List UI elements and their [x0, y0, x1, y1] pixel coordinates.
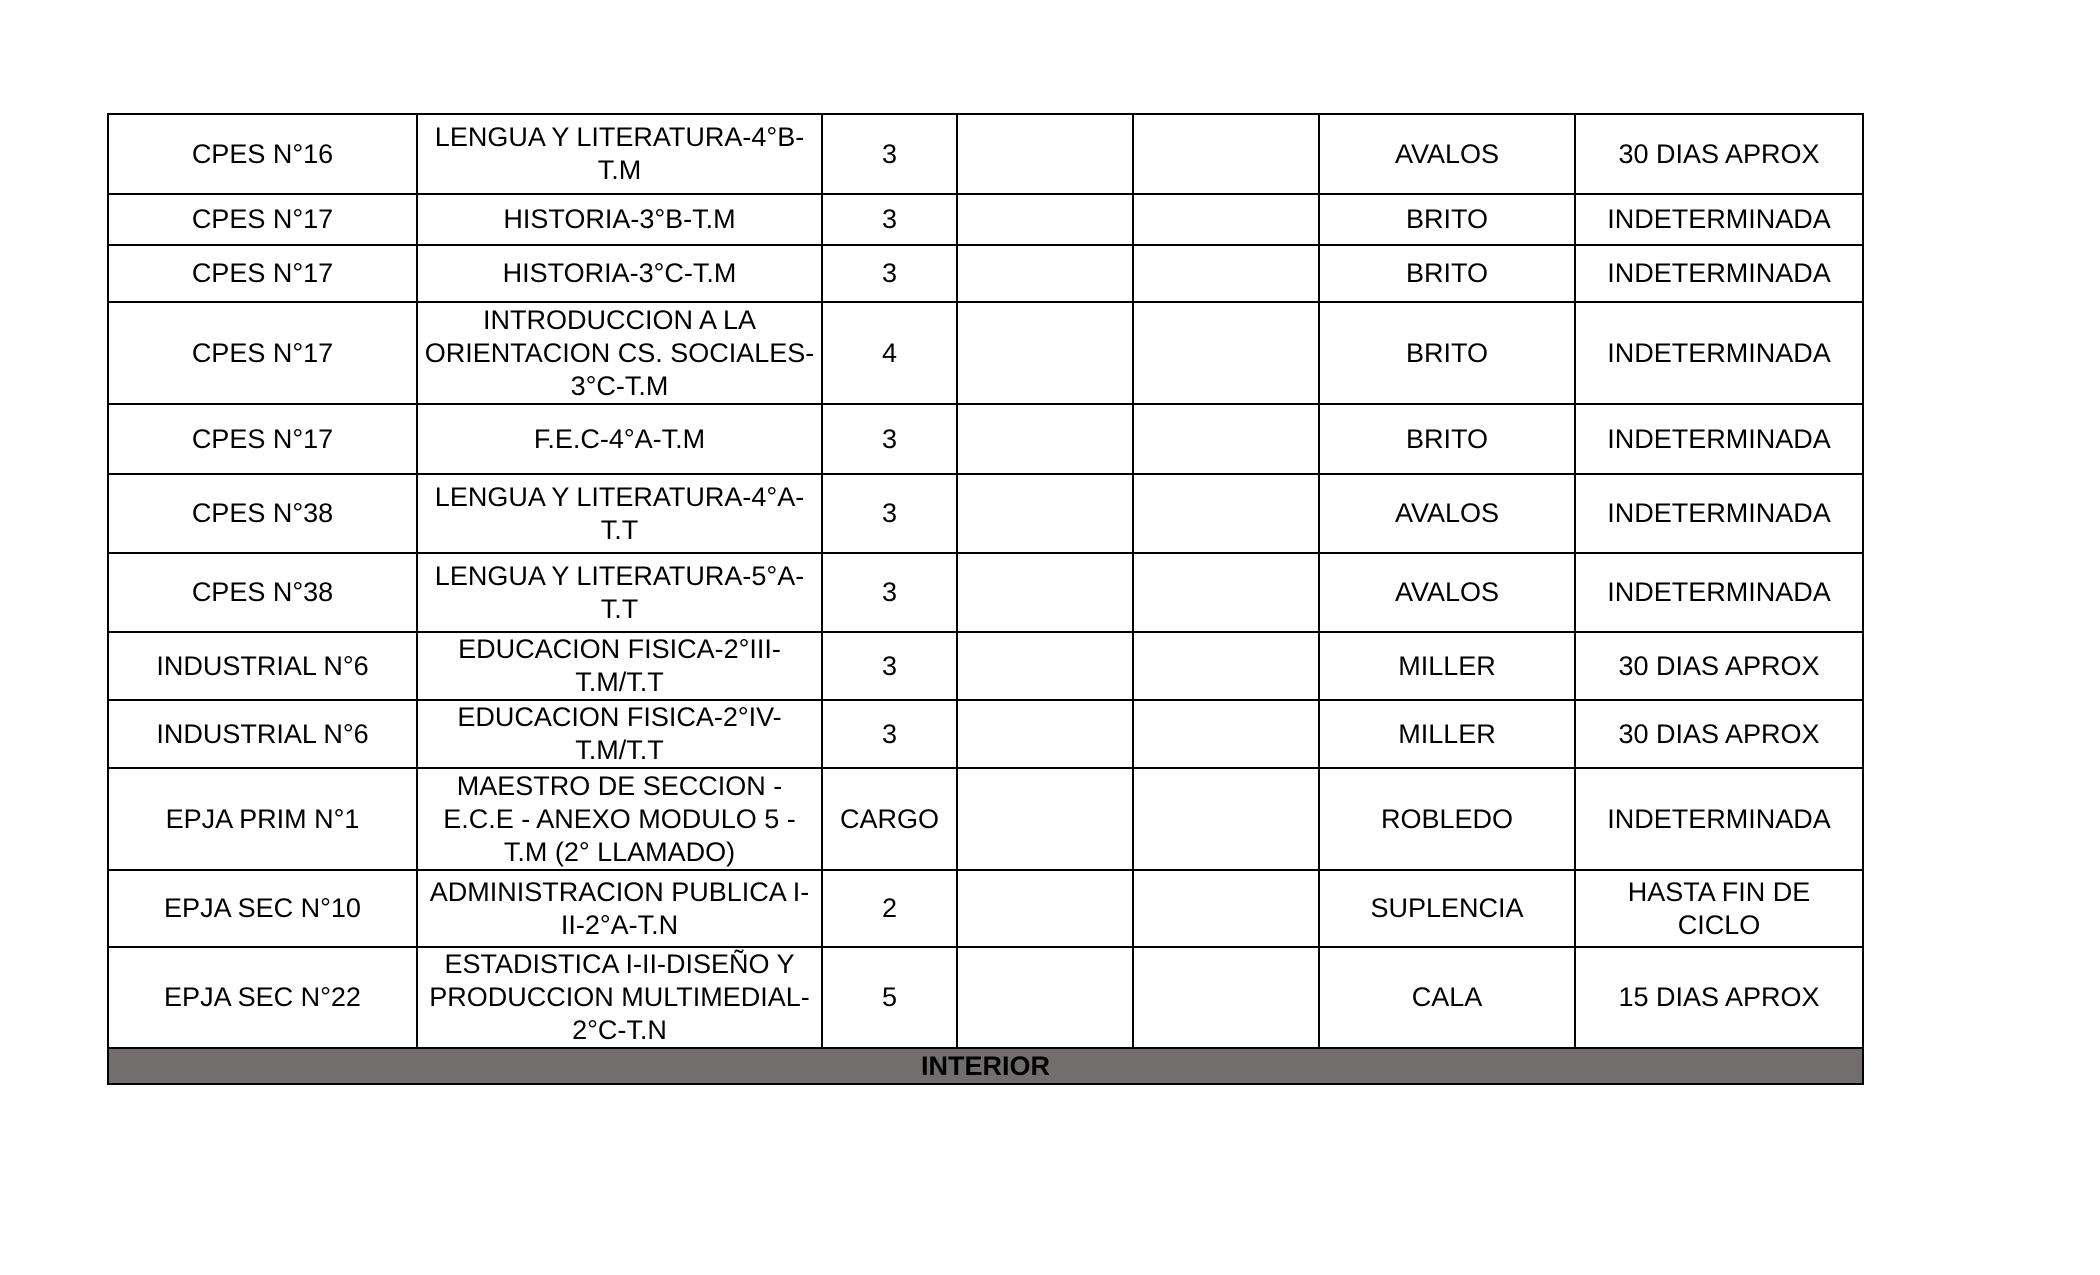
empty-cell [1133, 632, 1319, 700]
hours-cell: 4 [822, 302, 957, 404]
hours-cell: 3 [822, 553, 957, 632]
hours-cell: 3 [822, 404, 957, 474]
vacancy-table [107, 113, 1864, 1085]
subject-cell: EDUCACION FISICA-2°IV- T.M/T.T [417, 700, 822, 768]
table-row [108, 404, 1863, 474]
empty-cell [957, 474, 1133, 553]
duration-cell: 30 DIAS APROX [1575, 114, 1863, 194]
table-row [108, 194, 1863, 245]
duration-cell: 30 DIAS APROX [1575, 632, 1863, 700]
table-row [108, 114, 1863, 194]
subject-cell: INTRODUCCION A LA ORIENTACION CS. SOCIALES- 3°C-T.M [417, 302, 822, 404]
school-cell: CPES N°17 [108, 302, 417, 404]
empty-cell [1133, 870, 1319, 947]
empty-cell [957, 632, 1133, 700]
cause-cell: BRITO [1319, 194, 1575, 245]
empty-cell [957, 553, 1133, 632]
cause-cell: BRITO [1319, 404, 1575, 474]
school-cell: INDUSTRIAL N°6 [108, 700, 417, 768]
empty-cell [957, 404, 1133, 474]
cause-cell: AVALOS [1319, 114, 1575, 194]
section-header-interior: INTERIOR [108, 1048, 1863, 1084]
school-cell: EPJA SEC N°22 [108, 947, 417, 1048]
school-cell: CPES N°17 [108, 404, 417, 474]
empty-cell [1133, 194, 1319, 245]
table-body [108, 114, 1863, 1048]
subject-cell: HISTORIA-3°B-T.M [417, 194, 822, 245]
hours-cell: 3 [822, 114, 957, 194]
cause-cell: BRITO [1319, 245, 1575, 302]
subject-cell: LENGUA Y LITERATURA-5°A- T.T [417, 553, 822, 632]
cause-cell: MILLER [1319, 700, 1575, 768]
cause-cell: SUPLENCIA [1319, 870, 1575, 947]
empty-cell [957, 245, 1133, 302]
duration-cell: INDETERMINADA [1575, 404, 1863, 474]
school-cell: CPES N°38 [108, 474, 417, 553]
empty-cell [957, 768, 1133, 870]
school-cell: INDUSTRIAL N°6 [108, 632, 417, 700]
empty-cell [1133, 768, 1319, 870]
empty-cell [957, 947, 1133, 1048]
school-cell: EPJA SEC N°10 [108, 870, 417, 947]
duration-cell: 30 DIAS APROX [1575, 700, 1863, 768]
hours-cell: 3 [822, 474, 957, 553]
table-row [108, 700, 1863, 768]
table-row [108, 870, 1863, 947]
subject-cell: MAESTRO DE SECCION - E.C.E - ANEXO MODULO 5 - T.M (2° LLAMADO) [417, 768, 822, 870]
school-cell: CPES N°17 [108, 245, 417, 302]
duration-cell: INDETERMINADA [1575, 245, 1863, 302]
empty-cell [1133, 474, 1319, 553]
hours-cell: 3 [822, 194, 957, 245]
table-row [108, 245, 1863, 302]
hours-cell: 5 [822, 947, 957, 1048]
empty-cell [957, 870, 1133, 947]
empty-cell [1133, 553, 1319, 632]
subject-cell: EDUCACION FISICA-2°III- T.M/T.T [417, 632, 822, 700]
empty-cell [1133, 245, 1319, 302]
hours-cell: 3 [822, 700, 957, 768]
empty-cell [1133, 700, 1319, 768]
empty-cell [1133, 947, 1319, 1048]
cause-cell: ROBLEDO [1319, 768, 1575, 870]
table-row [108, 302, 1863, 404]
subject-cell: LENGUA Y LITERATURA-4°A- T.T [417, 474, 822, 553]
section-header-row [108, 1048, 1863, 1084]
school-cell: CPES N°17 [108, 194, 417, 245]
cause-cell: AVALOS [1319, 474, 1575, 553]
subject-cell: F.E.C-4°A-T.M [417, 404, 822, 474]
duration-cell: 15 DIAS APROX [1575, 947, 1863, 1048]
subject-cell: HISTORIA-3°C-T.M [417, 245, 822, 302]
table-row [108, 553, 1863, 632]
empty-cell [957, 114, 1133, 194]
table-row [108, 947, 1863, 1048]
empty-cell [1133, 114, 1319, 194]
school-cell: CPES N°16 [108, 114, 417, 194]
table-row [108, 632, 1863, 700]
duration-cell: INDETERMINADA [1575, 768, 1863, 870]
empty-cell [1133, 302, 1319, 404]
empty-cell [957, 194, 1133, 245]
cause-cell: AVALOS [1319, 553, 1575, 632]
cause-cell: MILLER [1319, 632, 1575, 700]
subject-cell: LENGUA Y LITERATURA-4°B- T.M [417, 114, 822, 194]
hours-cell: CARGO [822, 768, 957, 870]
duration-cell: INDETERMINADA [1575, 194, 1863, 245]
empty-cell [1133, 404, 1319, 474]
table-row [108, 768, 1863, 870]
cause-cell: CALA [1319, 947, 1575, 1048]
table-row [108, 474, 1863, 553]
cause-cell: BRITO [1319, 302, 1575, 404]
duration-cell: INDETERMINADA [1575, 302, 1863, 404]
subject-cell: ADMINISTRACION PUBLICA I- II-2°A-T.N [417, 870, 822, 947]
hours-cell: 3 [822, 245, 957, 302]
school-cell: EPJA PRIM N°1 [108, 768, 417, 870]
subject-cell: ESTADISTICA I-II-DISEÑO Y PRODUCCION MULTIMEDIAL- 2°C-T.N [417, 947, 822, 1048]
duration-cell: INDETERMINADA [1575, 474, 1863, 553]
empty-cell [957, 302, 1133, 404]
hours-cell: 3 [822, 632, 957, 700]
hours-cell: 2 [822, 870, 957, 947]
duration-cell: INDETERMINADA [1575, 553, 1863, 632]
duration-cell: HASTA FIN DE CICLO [1575, 870, 1863, 947]
school-cell: CPES N°38 [108, 553, 417, 632]
empty-cell [957, 700, 1133, 768]
